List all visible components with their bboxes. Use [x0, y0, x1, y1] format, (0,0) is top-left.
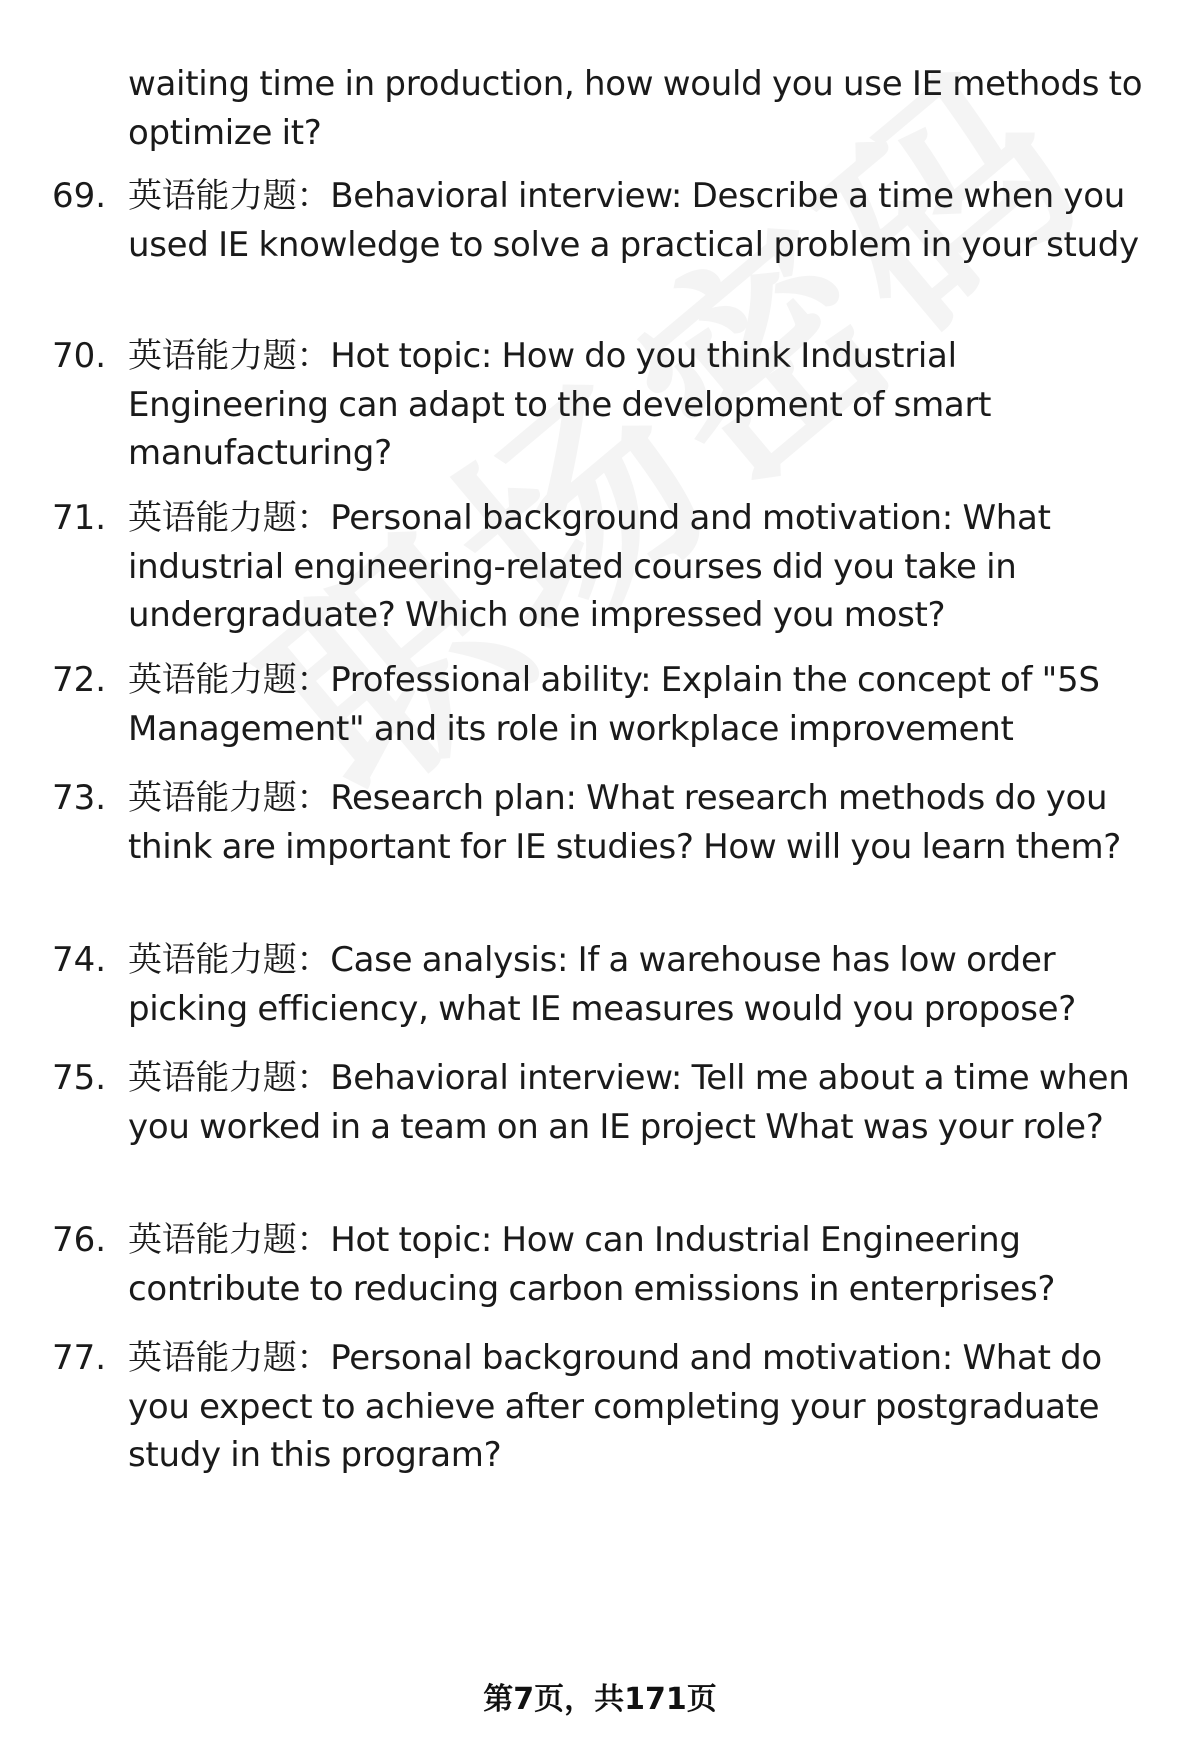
question-body: Professional ability: Explain the concept of "5S Management" and its role in workplace improvement [128, 660, 1100, 749]
question-text [128, 936, 1158, 1033]
question-text [128, 1216, 1158, 1313]
question-text [128, 494, 1158, 640]
question-text [128, 1054, 1158, 1151]
question-text [128, 60, 1158, 157]
question-number: 73. [52, 778, 107, 818]
question-text [128, 172, 1158, 269]
question-number: 70. [52, 336, 107, 376]
question-category: 英语能力题： [128, 1220, 331, 1260]
question-number: 74. [52, 940, 107, 980]
question-body: Personal background and motivation: What industrial engineering-related courses did you take in undergraduate? Which one impressed you most? [128, 498, 1051, 635]
question-category: 英语能力题： [128, 176, 331, 216]
question-body: Personal background and motivation: What do you expect to achieve after completing your postgraduate study in this program? [128, 1338, 1102, 1475]
question-category: 英语能力题： [128, 778, 331, 818]
question-category: 英语能力题： [128, 660, 331, 700]
question-number: 72. [52, 660, 107, 700]
question-body: Behavioral interview: Describe a time when you used IE knowledge to solve a practical problem in your study [128, 176, 1139, 265]
question-text [128, 332, 1158, 478]
question-number: 71. [52, 498, 107, 538]
question-number: 75. [52, 1058, 107, 1098]
question-body: Research plan: What research methods do you think are important for IE studies? How will you learn them? [128, 778, 1122, 867]
question-number: 69. [52, 176, 107, 216]
question-body: waiting time in production, how would you use IE methods to optimize it? [128, 64, 1143, 153]
question-body: Case analysis: If a warehouse has low order picking efficiency, what IE measures would you propose? [128, 940, 1077, 1029]
question-body: Hot topic: How can Industrial Engineering contribute to reducing carbon emissions in enterprises? [128, 1220, 1056, 1309]
question-category: 英语能力题： [128, 336, 331, 376]
question-category: 英语能力题： [128, 1338, 331, 1378]
question-category: 英语能力题： [128, 498, 331, 538]
question-number: 77. [52, 1338, 107, 1378]
question-body: Hot topic: How do you think Industrial Engineering can adapt to the development of smart manufacturing? [128, 336, 992, 473]
question-body: Behavioral interview: Tell me about a time when you worked in a team on an IE project What was your role? [128, 1058, 1130, 1147]
question-category: 英语能力题： [128, 940, 331, 980]
question-text [128, 1334, 1158, 1480]
question-text [128, 656, 1158, 753]
question-text [128, 774, 1158, 871]
page-number-footer: 第7页，共171页 [483, 1682, 717, 1717]
question-category: 英语能力题： [128, 1058, 331, 1098]
question-number: 76. [52, 1220, 107, 1260]
